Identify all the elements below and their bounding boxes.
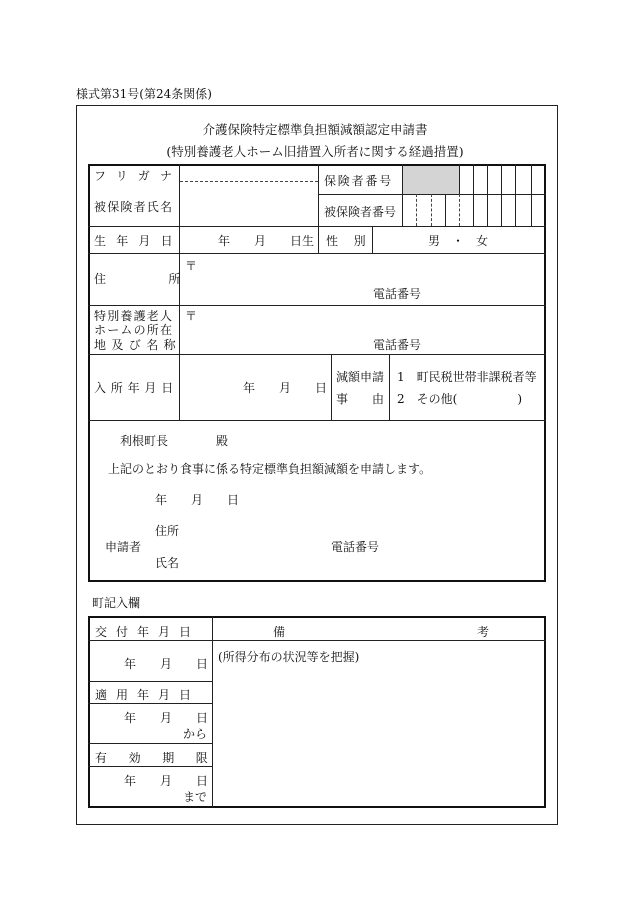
- insurer-number-shaded: [403, 166, 459, 194]
- facility-field[interactable]: [198, 307, 538, 331]
- address-label: 住所: [94, 272, 243, 286]
- furigana-field[interactable]: [182, 166, 316, 180]
- reason-option-1[interactable]: 1 町民税世帯非課税者等: [397, 370, 537, 384]
- applied-date-field[interactable]: 年 月 日: [124, 711, 209, 725]
- remarks-field[interactable]: [216, 668, 542, 804]
- valid-until-suffix: まで: [183, 790, 208, 804]
- gender-field[interactable]: 男 ・ 女: [428, 234, 489, 248]
- declaration-date[interactable]: 年 月 日: [155, 493, 240, 507]
- applied-from-label: から: [183, 727, 208, 741]
- valid-until-field[interactable]: 年 月 日: [124, 774, 209, 788]
- declaration-statement: 上記のとおり食事に係る特定標準負担額減額を申請します。: [108, 462, 432, 476]
- insured-number-field[interactable]: [403, 196, 545, 224]
- phone-label-2: 電話番号: [373, 338, 422, 352]
- form-number: 様式第31号(第24条関係): [76, 87, 212, 101]
- applicant-label: 申請者: [105, 540, 142, 554]
- gender-label: 性別: [326, 234, 382, 248]
- remarks-note: (所得分布の状況等を把握): [218, 650, 360, 664]
- admission-date-label: 入所年月日: [94, 381, 179, 395]
- applicant-name-label: 氏名: [155, 556, 180, 570]
- postal-mark-1: 〒: [185, 259, 198, 273]
- remarks-label-1: 備: [273, 625, 286, 639]
- reduction-reason-label-line2: 事 由: [336, 392, 385, 406]
- applicant-phone-label: 電話番号: [331, 540, 380, 554]
- facility-label-line3: 地及び名称: [94, 338, 182, 352]
- issue-date-label: 交付年月日: [95, 625, 201, 639]
- birth-date-label: 生年月日: [94, 234, 183, 248]
- reason-option-2[interactable]: 2 その他( ): [397, 392, 522, 406]
- insurer-number-label: 保険者番号: [324, 174, 394, 188]
- birth-date-field[interactable]: 年 月 日生: [218, 234, 315, 248]
- addressee: 利根町長 殿: [120, 434, 229, 448]
- admission-date-field[interactable]: 年 月 日: [243, 381, 328, 395]
- reduction-reason-label-line1: 減額申請: [336, 370, 385, 384]
- remarks-label-2: 考: [477, 625, 490, 639]
- issue-date-field[interactable]: 年 月 日: [124, 657, 209, 671]
- valid-until-label: 有効期限: [95, 751, 230, 765]
- form-title: 介護保険特定標準負担額減額認定申請書: [202, 122, 428, 137]
- office-section-title: 町記入欄: [92, 596, 141, 610]
- phone-label-1: 電話番号: [373, 287, 422, 301]
- applicant-address-label: 住所: [155, 524, 180, 538]
- insured-number-label: 被保険者番号: [324, 205, 397, 219]
- postal-mark-2: 〒: [185, 309, 198, 323]
- insured-name-field[interactable]: [182, 184, 316, 224]
- facility-label-line2: ホームの所在: [94, 323, 174, 337]
- applied-date-label: 適用年月日: [95, 688, 201, 702]
- facility-label-line1: 特別養護老人: [94, 309, 174, 323]
- insured-name-label: 被保険者氏名: [94, 200, 174, 214]
- address-field[interactable]: [198, 257, 538, 281]
- furigana-label: フリガナ: [94, 169, 183, 183]
- form-subtitle: (特別養護老人ホーム旧措置入所者に関する経過措置): [166, 144, 464, 159]
